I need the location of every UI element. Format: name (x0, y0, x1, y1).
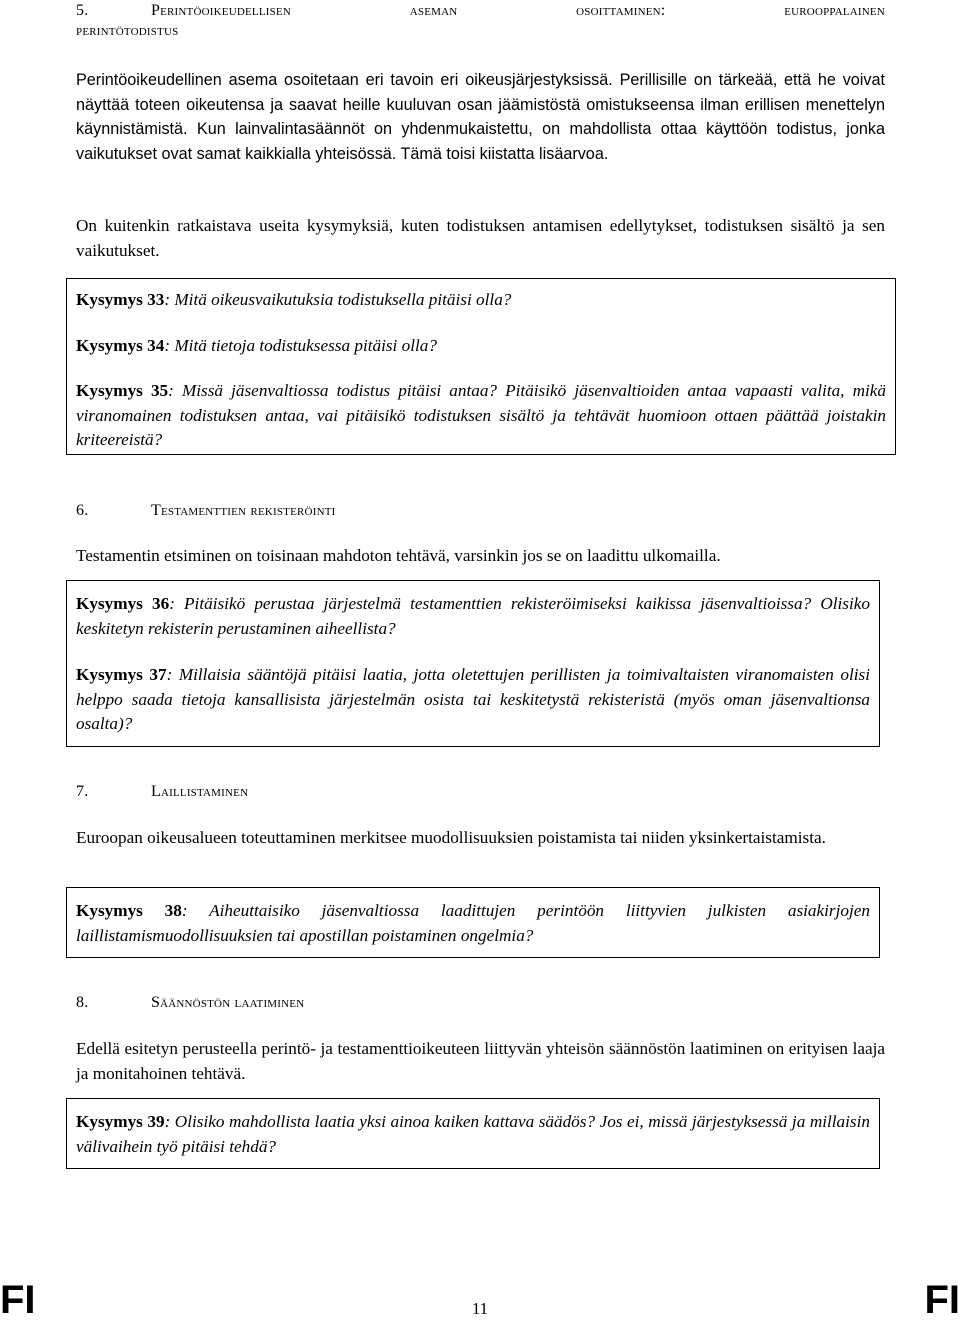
section-5-paragraph-2: On kuitenkin ratkaistava useita kysymyksiä, kuten todistuksen antamisen edellytykset, todistuksen sisältö ja sen vaikutukset. (76, 216, 885, 260)
section-5-number: 5. (76, 2, 89, 19)
question-box-39 (66, 1098, 880, 1169)
section-8-title: Säännöstön laatiminen (151, 994, 305, 1011)
question-34: Kysymys 34: Mitä tietoja todistuksessa pitäisi olla? (76, 335, 437, 355)
section-7-number: 7. (76, 783, 89, 800)
page-number: 11 (471, 1299, 489, 1318)
footer-language-left: FI (0, 1278, 36, 1322)
section-5-title-line2: perintötodistus (76, 22, 179, 39)
question-box-33-35 (66, 278, 896, 455)
section-7-title: Laillistaminen (151, 783, 249, 800)
question-box-36-37 (66, 580, 880, 747)
section-6-number: 6. (76, 502, 89, 519)
section-8-number: 8. (76, 994, 89, 1011)
question-box-38 (66, 887, 880, 958)
section-8-paragraph-1: Edellä esitetyn perusteella perintö- ja testamenttioikeuteen liittyvän yhteisön säännöstön laatiminen on erityisen laaja ja monitahoinen tehtävä. (76, 1039, 885, 1083)
section-6-heading (76, 502, 885, 520)
section-6-title: Testamenttien rekisteröinti (151, 502, 336, 519)
section-5-heading (76, 2, 885, 40)
question-36: Kysymys 36: Pitäisikö perustaa järjestelmä testamenttien rekisteröimiseksi kaikissa jäsenvaltioissa? Olisiko keskitetyn rekisterin perustaminen aiheellista? (76, 594, 870, 638)
section-5-title-line1: Perintöoikeudellisen aseman osoittaminen: eurooppalainen (151, 2, 885, 19)
question-35: Kysymys 35: Missä jäsenvaltiossa todistus pitäisi antaa? Pitäisikö jäsenvaltioiden antaa vapaasti valita, mikä viranomainen todistuksen antaa, vai pitäisikö todistuksen sisältö ja tehtävät huomioon ottaen päättää joistakin kriteereistä? (76, 381, 886, 449)
question-38: Kysymys 38: Aiheuttaisiko jäsenvaltiossa laadittujen perintöön liittyvien julkisten asiakirjojen laillistamismuodollisuuksien tai apostillan poistaminen ongelmia? (76, 901, 870, 945)
question-39: Kysymys 39: Olisiko mahdollista laatia yksi ainoa kaiken kattava säädös? Jos ei, missä järjestyksessä ja millaisin välivaihein työ pitäisi tehdä? (76, 1112, 870, 1156)
question-33: Kysymys 33: Mitä oikeusvaikutuksia todistuksella pitäisi olla? (76, 290, 512, 309)
section-5-paragraph-1: Perintöoikeudellinen asema osoitetaan eri tavoin eri oikeusjärjestyksissä. Perillisille on tärkeää, että he voivat näyttää toteen oikeutensa ja saavat heille kuuluvan osan jäämistöstä omistukseensa ilman erillisen menettelyn käynnistämistä. Kun lainvalintasäännöt on yhdenmukaistettu, on mahdollista ottaa käyttöön todistus, jonka vaikutukset ovat samat kaikkialla yhteisössä. Tämä toisi kiistatta lisäarvoa. (76, 71, 885, 163)
section-7-heading (76, 783, 885, 801)
question-37: Kysymys 37: Millaisia sääntöjä pitäisi laatia, jotta oletettujen perillisten ja toimivaltaisten viranomaisten olisi helppo saada tietoja kansallisista järjestelmän osista tai keskitetystä rekisteristä (myös oman jäsenvaltionsa osalta)? (76, 665, 870, 733)
section-6-paragraph-1: Testamentin etsiminen on toisinaan mahdoton tehtävä, varsinkin jos se on laadittu ulkomailla. (76, 546, 721, 565)
section-5-body (76, 68, 885, 166)
section-7-paragraph-1: Euroopan oikeusalueen toteuttaminen merkitsee muodollisuuksien poistamista tai niiden yksinkertaistamista. (76, 828, 826, 847)
footer-language-right: FI (924, 1278, 960, 1322)
section-8-heading (76, 994, 885, 1012)
